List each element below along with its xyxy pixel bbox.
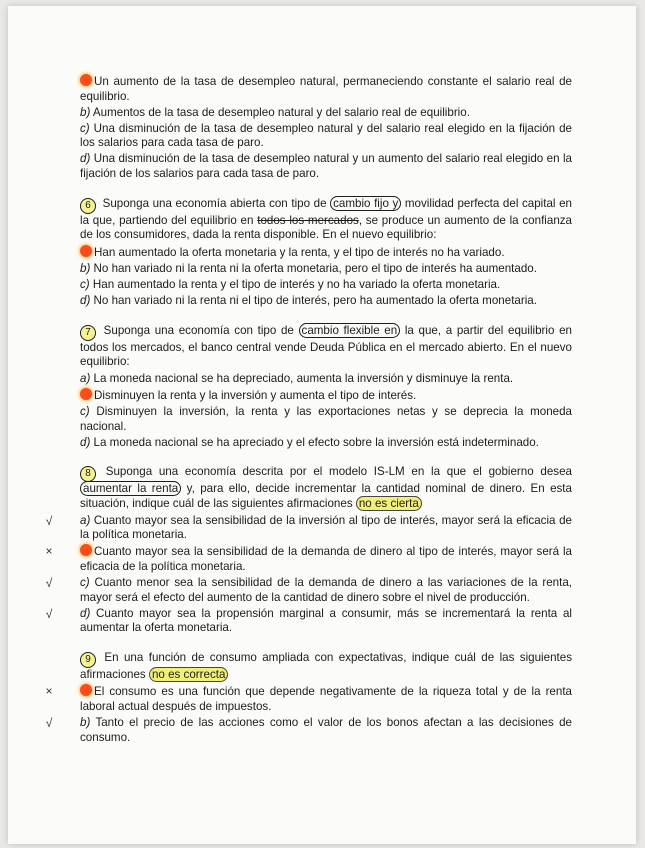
option-b bbox=[45, 716, 572, 745]
question-stem bbox=[80, 651, 572, 683]
option-text: Aumentos de la tasa de desempleo natural y del salario real de equilibrio. bbox=[92, 105, 470, 119]
option-letter: b) bbox=[80, 261, 91, 275]
stem-text: la que, a partir del equilibrio en todos los mercados, el banco central vende Deuda Pública en el mercado abierto. En el nuevo equilibrio: bbox=[80, 323, 572, 369]
stem-text: En una función de consumo ampliada con expectativas, indique cuál de las siguientes afirmaciones bbox=[80, 650, 572, 681]
question-number: 8 bbox=[80, 466, 96, 482]
option-text: Disminuyen la renta y la inversión y aumenta el tipo de interés. bbox=[94, 389, 417, 402]
option-d bbox=[80, 294, 572, 309]
option-text: No han variado ni la renta ni el tipo de interés, pero ha aumentado la oferta monetaria. bbox=[93, 294, 537, 308]
option-letter: a) bbox=[80, 371, 91, 385]
option-c bbox=[80, 405, 572, 434]
question-number: 7 bbox=[80, 325, 96, 341]
stem-text: movilidad perfecta del capital en la que, partiendo del equilibrio en bbox=[80, 196, 572, 227]
option-b bbox=[80, 262, 572, 277]
option-c bbox=[80, 278, 572, 293]
option-a bbox=[80, 372, 572, 387]
option-text: El consumo es una función que depende negativamente de la riqueza total y de la renta laboral actual después de impuestos. bbox=[80, 685, 572, 713]
answer-marker bbox=[80, 544, 92, 556]
option-text: No han variado ni la renta ni la oferta monetaria, pero el tipo de interés ha aumentado. bbox=[93, 261, 537, 275]
option-letter: d) bbox=[80, 606, 91, 620]
option-text: Cuanto mayor sea la sensibilidad de la demanda de dinero al tipo de interés, mayor será la eficacia de la política monetaria. bbox=[80, 545, 572, 573]
highlighted-text: no es cierta bbox=[356, 496, 422, 511]
option-letter: c) bbox=[80, 278, 90, 292]
option-text: Han aumentado la renta y el tipo de interés y no ha variado la oferta monetaria. bbox=[92, 278, 501, 292]
option-text: Cuanto mayor sea la propensión marginal a consumir, más se incrementará la renta al aumentar la oferta monetaria. bbox=[80, 606, 572, 635]
option-b bbox=[80, 106, 572, 121]
struck-text: todos los mercados bbox=[257, 213, 359, 227]
highlighted-text: no es correcta bbox=[149, 667, 228, 682]
option-text: La moneda nacional se ha depreciado, aumenta la inversión y disminuye la renta. bbox=[93, 371, 514, 385]
option-letter: d) bbox=[80, 152, 91, 166]
question-prev bbox=[80, 74, 572, 182]
circled-text: cambio flexible en bbox=[299, 323, 401, 338]
question-7 bbox=[80, 324, 572, 451]
option-d bbox=[80, 436, 572, 451]
circled-text: aumentar la renta bbox=[80, 481, 181, 496]
stem-text: y, para ello, decide incrementar la cantidad nominal de dinero. En esta situación, indique cuál de las siguientes afirmaciones bbox=[80, 482, 572, 510]
question-stem bbox=[80, 197, 572, 243]
check-mark-icon: √ bbox=[45, 716, 53, 731]
option-a bbox=[45, 513, 572, 543]
option-text: La moneda nacional se ha apreciado y el efecto sobre la inversión está indeterminado. bbox=[93, 435, 539, 449]
option-text: Cuanto menor sea la sensibilidad de la demanda de dinero a las variaciones de la renta, mayor será el efecto del aumento de la cantidad de dinero sobre el nivel de producción. bbox=[80, 575, 572, 604]
answer-marker bbox=[80, 684, 92, 696]
option-letter: c) bbox=[80, 575, 90, 589]
exam-content bbox=[45, 74, 573, 747]
option-d bbox=[80, 152, 572, 181]
stem-text: Suponga una economía descrita por el modelo IS-LM en la que el gobierno desea bbox=[105, 465, 572, 479]
answer-marker bbox=[80, 74, 92, 86]
question-8 bbox=[45, 465, 572, 635]
question-number: 9 bbox=[80, 652, 96, 668]
option-letter: c) bbox=[80, 405, 90, 419]
question-stem bbox=[80, 465, 572, 511]
option-letter: d) bbox=[80, 435, 91, 449]
option-letter: c) bbox=[80, 121, 90, 135]
option-text: Un aumento de la tasa de desempleo natural, permaneciendo constante el salario real de equilibrio. bbox=[80, 75, 572, 103]
answer-marker bbox=[80, 245, 92, 257]
option-c bbox=[45, 575, 572, 605]
option-letter: d) bbox=[80, 294, 91, 308]
option-letter: b) bbox=[80, 105, 91, 119]
check-mark-icon: √ bbox=[45, 575, 53, 590]
circled-text: cambio fijo y bbox=[330, 196, 401, 211]
answer-marker bbox=[80, 388, 92, 400]
option-letter: b) bbox=[80, 716, 91, 730]
option-text: Han aumentado la oferta monetaria y la renta, y el tipo de interés no ha variado. bbox=[94, 245, 505, 259]
check-mark-icon: √ bbox=[45, 513, 53, 528]
question-stem bbox=[80, 324, 572, 370]
stem-text: Suponga una economía con tipo de bbox=[103, 323, 294, 337]
question-number: 6 bbox=[80, 198, 96, 214]
option-c bbox=[80, 122, 572, 151]
option-text: Disminuyen la inversión, la renta y las exportaciones netas y se deprecia la moneda nacional. bbox=[80, 405, 572, 433]
check-mark-icon: √ bbox=[45, 606, 53, 621]
option-b bbox=[80, 388, 572, 404]
question-6 bbox=[80, 197, 572, 309]
option-text: Una disminución de la tasa de desempleo natural y un aumento del salario real elegido en la fijación de los salarios para cada tasa de paro. bbox=[80, 152, 572, 181]
cross-mark-icon: × bbox=[45, 544, 53, 559]
option-b bbox=[45, 544, 572, 574]
option-a bbox=[80, 74, 572, 104]
option-a bbox=[80, 245, 572, 261]
stem-text: , se produce un aumento de la confianza de los consumidores, dada la renta disponible. En el nuevo equilibrio: bbox=[80, 213, 573, 242]
option-text: Una disminución de la tasa de desempleo natural y del salario real elegido en la fijación de los salarios para cada tasa de paro. bbox=[80, 121, 572, 150]
cross-mark-icon: × bbox=[45, 684, 53, 699]
option-d bbox=[45, 606, 572, 636]
question-9 bbox=[45, 650, 572, 745]
option-text: Tanto el precio de las acciones como el valor de los bonos afectan a las decisiones de consumo. bbox=[80, 716, 572, 744]
stem-text: Suponga una economía abierta con tipo de bbox=[102, 196, 327, 210]
option-letter: a) bbox=[80, 513, 91, 527]
option-a bbox=[45, 684, 572, 714]
option-text: Cuanto mayor sea la sensibilidad de la inversión al tipo de interés, mayor será la eficacia de la política monetaria. bbox=[80, 513, 572, 542]
exam-page bbox=[8, 6, 636, 844]
